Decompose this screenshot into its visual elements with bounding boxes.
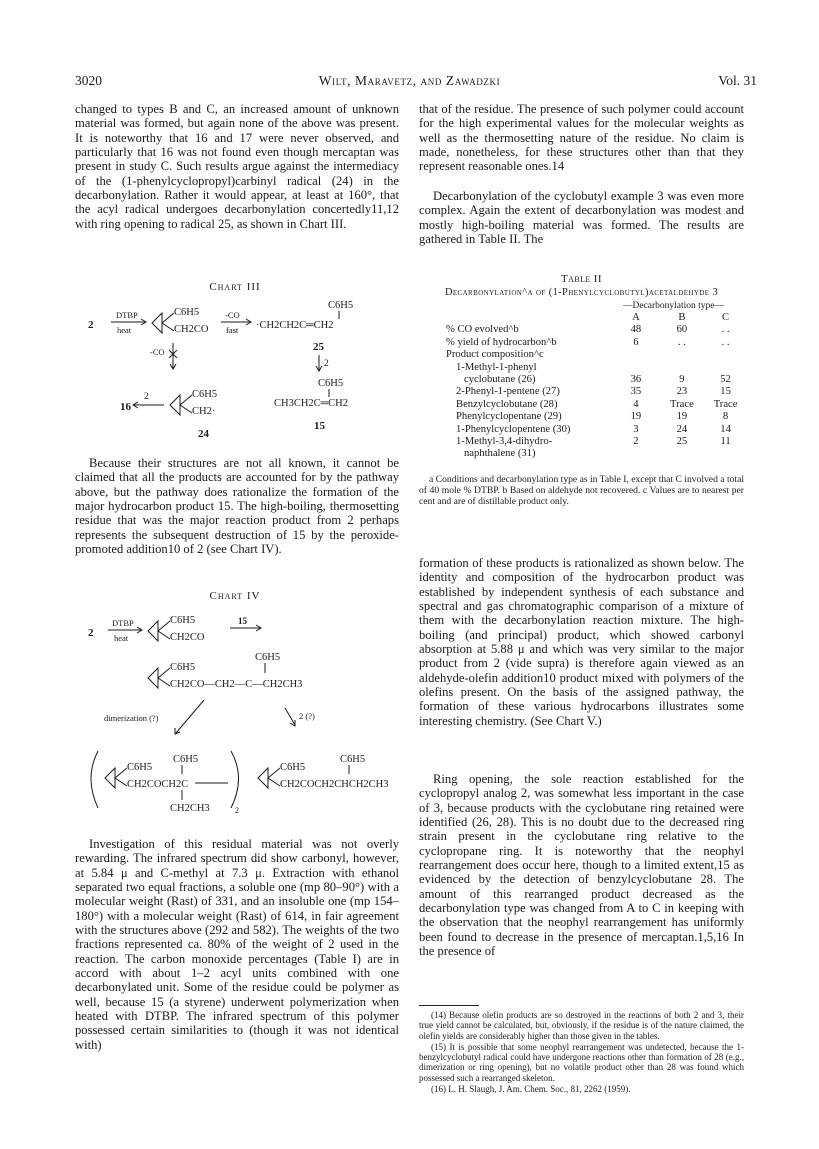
chart4-lp-chain: CH2COCH2C	[127, 779, 189, 790]
table2-label: Table II	[561, 273, 602, 285]
chart4-dimer-label: dimerization (?)	[104, 713, 159, 723]
row-label: Product composition^c	[446, 349, 544, 361]
cell	[613, 362, 659, 374]
chart4-sub-top: C6H5	[170, 615, 196, 626]
chart3-sub-bot: CH2CO	[174, 324, 209, 335]
chart3-cyclopropane-ring	[152, 313, 162, 333]
page-number: 3020	[75, 73, 102, 88]
chart4-reagent-bottom: heat	[114, 633, 129, 643]
chart4-title: Chart IV	[209, 590, 261, 602]
col-header: C	[722, 312, 730, 323]
paragraph-text: Investigation of this residual material was not overly rewarding. The infrared spectrum did show carbonyl, however, at 5.84 μ and C-methyl at 7.3 μ. Extraction with ethanol separated two equal fractions, a soluble one (mp 80–90°) with a molecular weight (Rast) of 331, and an insoluble one (mp 154–180°) with a molecular weight (Rast) of 614, in fair agreement with the structures above (292 and 582). The weights of the two fractions represented ca. 80% of the weight of 2 used in the reaction. The carbon monoxide percentages (Table I) are in accord with about 1–2 acyl units combined with one decarbonylated unit. Some of the residue could be polymer as well, because 15 (a styrene) underwent polymerization when heated with DTBP. The infrared spectrum of this polymer possessed certain similarities to (though it was not identical with)	[75, 837, 399, 1052]
table-row	[446, 436, 746, 448]
paragraph-text: formation of these products is rationalized as shown below. The identity and composition of the hydrocarbon product was established by independent synthesis of each substance and spectral and gas chromatographic comparison of a mixture of them with the decarbonylation reaction mixture. The high-boiling (and principal) product, which showed carbonyl absorption at 5.88 μ and which was very similar to the major product from 2 (vide supra) is therefore again viewed as an aldehyde-olefin addition10 product mixed with polymers of the olefins present. On the basis of the assigned pathway, the formation of these various hydrocarbons illustrates some interesting chemistry. (See Chart V.)	[419, 556, 744, 728]
chart3-r24-top: C6H5	[192, 389, 218, 400]
chart3-reagent-top: DTBP	[116, 310, 138, 320]
chart3-reagent-bottom: heat	[117, 325, 132, 335]
chart4-right-paren	[231, 751, 239, 808]
chart4-rp-chain: CH2COCH2CHCH2CH3	[280, 779, 389, 790]
table-row	[446, 349, 746, 361]
cell: 19	[676, 411, 688, 423]
table-row	[446, 324, 746, 336]
paragraph-text: Ring opening, the sole reaction established for the cyclopropyl analog 2, was somewhat less important in the case of 3, because products with the cyclobutane ring retained were identified (26, 28). This is no doubt due to the decreased ring strain present in the cyclobutane ring relative to the cyclopropane ring. It is noteworthy that the neophyl rearrangement does occur here, though to a limited extent,15 as evidenced by the detection of benzylcyclobutane 28. The amount of this rearranged product decreased as the decarbonylation type was changed from A to C in keeping with the observation that the neophyl rearrangement has uniformly been found to decrease in the presence of mercaptan.1,5,16 In the presence of	[419, 772, 744, 959]
table2-grid	[446, 312, 746, 461]
cell	[613, 448, 659, 460]
footnote-14: (14) Because olefin products are so destroyed in the reactions of both 2 and 3, their true yield cannot be calculated, but, obviously, if the residue is of the nature claimed, the olefin yields are considerably higher than those given in the tables.	[419, 1010, 744, 1041]
cell: 35	[630, 386, 642, 398]
table2-note	[419, 474, 744, 507]
volume-label: Vol. 31	[718, 73, 757, 88]
chart4-cyclopropane-ring	[148, 621, 158, 641]
cell: . .	[721, 336, 730, 348]
chart3-down-label: 2	[324, 359, 329, 369]
chart3-title: Chart III	[209, 281, 261, 293]
cell	[659, 362, 705, 374]
row-label: % CO evolved^b	[446, 324, 519, 336]
cell: 23	[676, 386, 688, 398]
chart3-radical-phenyl: C6H5	[328, 300, 354, 311]
cell: 48	[630, 324, 642, 336]
cell: 4	[633, 398, 639, 410]
chart4-start: 2	[88, 627, 94, 639]
chart4-right-arrow	[285, 708, 295, 725]
chart4-diagram	[78, 603, 404, 825]
cell: Trace	[713, 398, 738, 410]
cell	[613, 349, 659, 361]
chart3-radical: ·CH2CH2C═CH2	[256, 320, 334, 331]
row-label: Phenylcyclopentane (29)	[456, 411, 562, 423]
chart3-r24-bot: CH2·	[192, 406, 216, 417]
chart4-right-label: 2 (?)	[299, 711, 315, 721]
row-label: cyclobutane (26)	[464, 374, 536, 386]
cell	[659, 448, 705, 460]
table-row	[446, 411, 746, 423]
footnotes	[419, 1010, 744, 1094]
paragraph-text: Because their structures are not all known, it cannot be claimed that all the products are accounted for by the pathway above, but the pathway does rationalize the formation of the major hydrocarbon product 15. The high-boiling, thermosetting residue that was the major reaction product from 2 perhaps represents the subsequent destruction of 15 by the peroxide-promoted addition10 of 2 (see Chart IV).	[75, 456, 399, 557]
chart3-num24: 24	[198, 428, 209, 440]
footnote-rule	[419, 1005, 479, 1006]
cell: Trace	[670, 398, 694, 410]
chart3-co-label: -CO	[150, 347, 165, 357]
chart4-dimer-arrow	[176, 700, 204, 733]
cell: . .	[721, 324, 730, 336]
row-label: 1-Phenylcyclopentene (30)	[456, 423, 571, 435]
table2-type-header: —Decarbonylation type—	[622, 301, 725, 311]
chart3-num15: 15	[314, 420, 325, 432]
chart4-mid-chain: CH2CO—CH2—C—CH2CH3	[170, 679, 303, 690]
cell: 36	[630, 374, 642, 386]
cell: 6	[633, 336, 639, 348]
chart3-step2-top: -CO	[225, 310, 240, 320]
chart3-bond	[162, 323, 174, 331]
left-paragraph-2	[75, 456, 399, 556]
table-row	[446, 448, 746, 460]
chart3-num16: 16	[120, 401, 131, 413]
chart4-reagent-top: DTBP	[112, 618, 134, 628]
left-paragraph-1	[75, 102, 399, 231]
chart4-left-paren	[91, 751, 98, 808]
cell: 8	[722, 411, 729, 423]
cell: 14	[720, 423, 731, 435]
cell: 3	[633, 423, 639, 435]
chart4-arrow-label: 15	[238, 616, 247, 626]
chart4-mid-ph1: C6H5	[170, 662, 196, 673]
cell: 19	[630, 411, 642, 423]
right-paragraph-2	[419, 189, 744, 246]
chart4-lp-sub: CH2CH3	[170, 803, 210, 814]
cell: 15	[720, 386, 731, 398]
chart4-mid-ph2: C6H5	[255, 652, 281, 663]
paragraph-text: changed to types B and C, an increased amount of unknown material was formed, but again none of the above was present. It is noteworthy that 16 and 17 were never observed, and particularly that 16 was not found even though mercaptan was present in study C. Such results argue against the intermediacy of the (1-phenylcyclopropyl)carbinyl radical (24) in the decarbonylation. Rather it would appear, at least at 160°, that the acyl radical undergoes decarbonylation concertedly11,12 with ring opening to radical 25, as shown in Chart III.	[75, 102, 399, 231]
chart4-mid-ring	[148, 668, 158, 688]
table-row	[446, 399, 746, 411]
row-label: 1-Methyl-1-phenyl	[456, 361, 537, 373]
cell: 11	[720, 436, 731, 448]
row-label: 1-Methyl-3,4-dihydro-	[456, 436, 553, 448]
chart4-lp-ring	[105, 768, 115, 788]
chart3-step2-bot: fast	[226, 325, 239, 335]
chart4-rp-ph1: C6H5	[280, 762, 306, 773]
chart3-diagram	[78, 295, 398, 445]
chart4-lp-ph2: C6H5	[173, 754, 199, 765]
chart3-product-15: CH3CH2C═CH2	[274, 398, 348, 409]
row-label: Benzylcyclobutane (28)	[456, 398, 558, 410]
cell	[705, 349, 746, 361]
table2	[446, 312, 746, 461]
chart3-left-arrow-label: 2	[144, 392, 149, 402]
chart3-num25: 25	[313, 341, 324, 353]
row-label: 2-Phenyl-1-pentene (27)	[456, 386, 560, 398]
col-header: B	[678, 312, 686, 323]
cell: 52	[720, 374, 731, 386]
cell: 25	[676, 436, 688, 448]
chart4-lp-ph1: C6H5	[127, 762, 153, 773]
cell	[659, 349, 705, 361]
col-header: A	[632, 312, 640, 323]
cell: . .	[677, 336, 686, 348]
cell: 9	[679, 374, 685, 386]
chart3-start: 2	[88, 319, 94, 331]
chart4-rp-ph2: C6H5	[340, 754, 366, 765]
paragraph-text: Decarbonylation of the cyclobutyl example 3 was even more complex. Again the extent of decarbonylation was modest and mostly high-boiling material was formed. The results are gathered in Table II. The	[419, 189, 744, 247]
cell: 2	[633, 436, 639, 448]
table-row	[446, 374, 746, 386]
table2-title: Decarbonylation^a of (1-Phenylcyclobutyl)acetaldehyde 3	[444, 287, 719, 298]
cell	[705, 448, 746, 460]
chart4-lp-n: 2	[235, 806, 239, 815]
footnote-16: (16) L. H. Slaugh, J. Am. Chem. Soc., 81, 2262 (1959).	[431, 1084, 631, 1095]
chart3-sub-top: C6H5	[174, 307, 200, 318]
chart3-bond	[162, 313, 174, 323]
right-paragraph-4	[419, 772, 744, 958]
chart3-p15-phenyl: C6H5	[318, 378, 344, 389]
table-header-row	[446, 312, 746, 324]
footnote-15: (15) It is possible that some neophyl rearrangement was undetected, because the 1-benzylcyclobutyl radical could have undergone reactions other than formation of 28 (e.g., dimerization or ring opening), but no volatile product other than 28 was found which possessed such a rearranged skeleton.	[419, 1041, 744, 1083]
right-paragraph-3	[419, 556, 744, 728]
chart4-rp-ring	[258, 768, 268, 788]
table-row	[446, 386, 746, 398]
row-label: % yield of hydrocarbon^b	[446, 336, 557, 348]
cell: 60	[676, 324, 688, 336]
cell	[705, 362, 746, 374]
row-label: naphthalene (31)	[464, 448, 536, 460]
table-row	[446, 337, 746, 349]
chart3-r24-ring	[170, 395, 180, 415]
paragraph-text: that of the residue. The presence of such polymer could account for the high experimental values for the molecular weights as well as the thermosetting nature of the residue. No claim is made, nonetheless, for these structures other than that they represent reasonable ones.14	[419, 102, 744, 174]
cell: 24	[676, 423, 688, 435]
running-header-authors: Wilt, Maravetz, and Zawadzki	[318, 73, 501, 88]
right-paragraph-1	[419, 102, 744, 174]
chart4-sub-bot: CH2CO	[170, 632, 205, 643]
table2-note-text: a Conditions and decarbonylation type as in Table I, except that C involved a total of 40 mole % DTBP. b Based on aldehyde not recovered. c Values are to nearest per cent and are of distillable product only.	[419, 474, 744, 507]
left-paragraph-3	[75, 837, 399, 1052]
table-row	[446, 424, 746, 436]
table-row	[446, 362, 746, 374]
